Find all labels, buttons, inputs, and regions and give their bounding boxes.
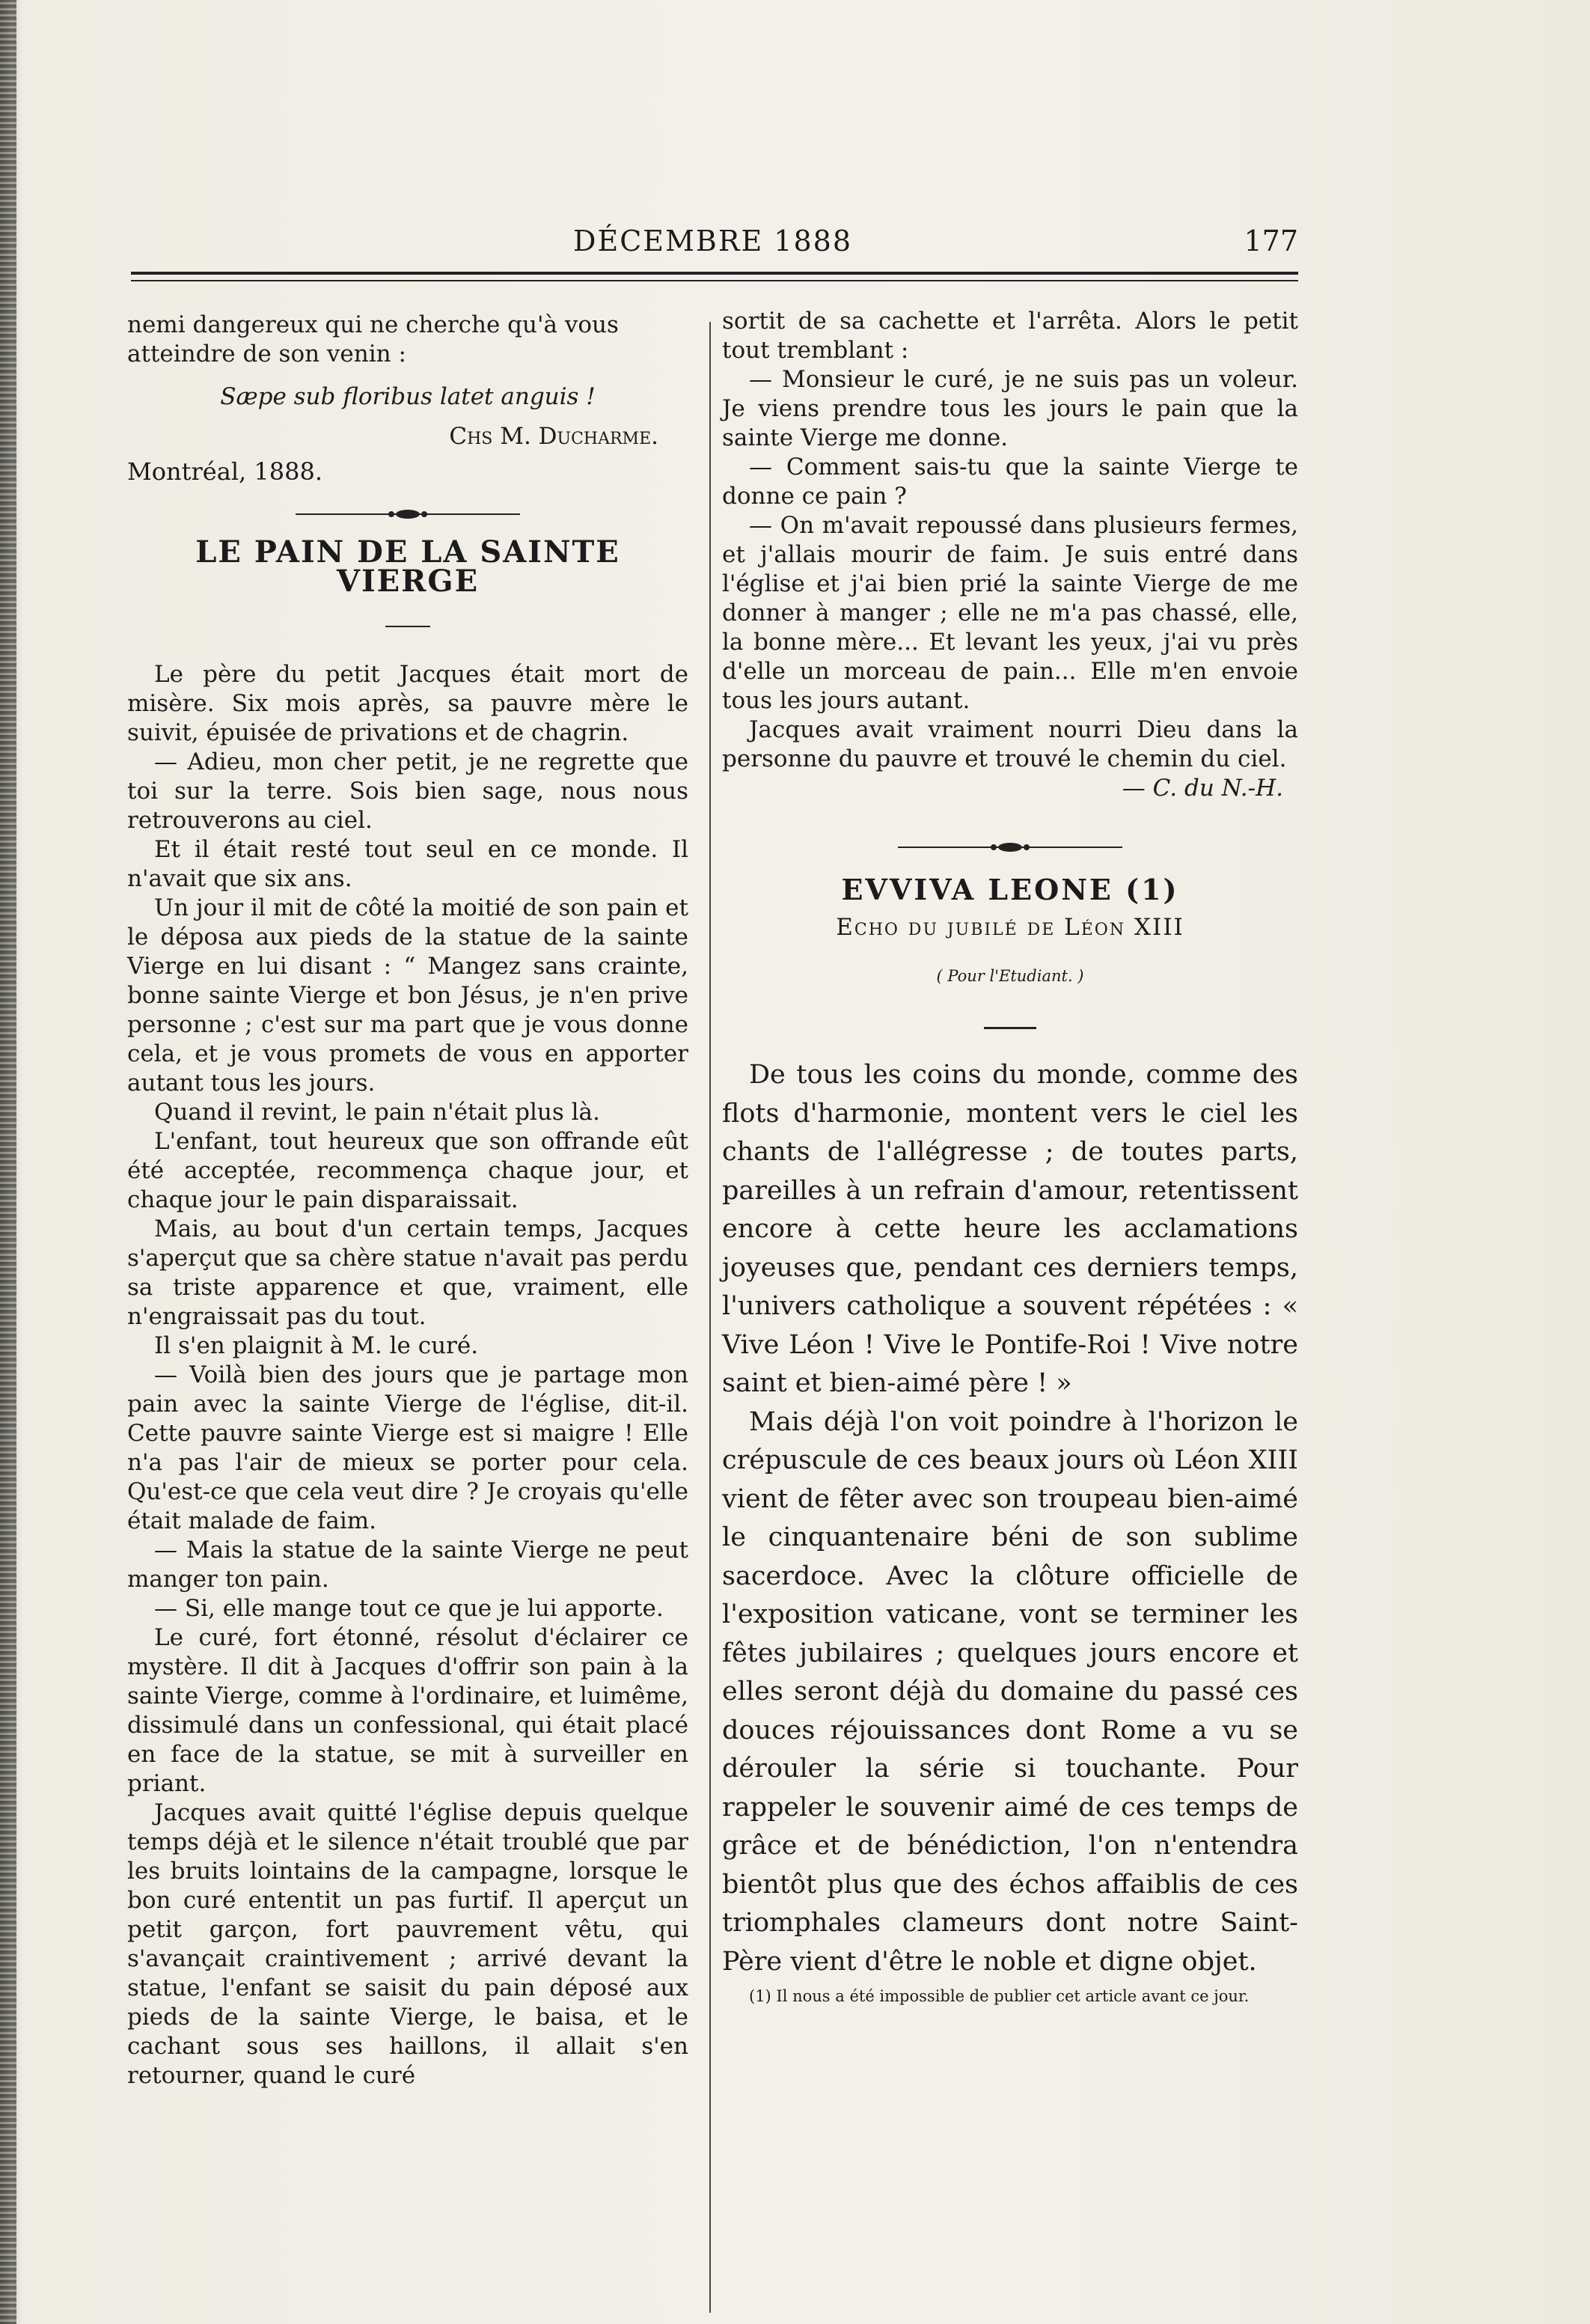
paragraph: — Voilà bien des jours que je partage mon pain avec la sainte Vierge de l'église, dit-il. Cette pauvre sainte Vierge est si maigre ! Elle n'a pas l'air de mieux se porter pour cela. Qu'est-ce que cela veut dire ? Je croyais qu'elle était malade de faim. [127,1361,688,1534]
right-column [722,307,1298,2005]
epigraph: Sæpe sub floribus latet anguis ! [220,383,596,410]
article-title: LE PAIN DE LA SAINTE VIERGE [195,534,620,599]
paragraph: Mais, au bout d'un certain temps, Jacques s'aperçut que sa chère statue n'avait pas perdu sa triste apparence et que, vraiment, elle n'engraissait pas du tout. [127,1216,688,1330]
article-title: EVVIVA LEONE (1) [841,873,1179,906]
paragraph: — Comment sais-tu que la sainte Vierge te donne ce pain ? [722,454,1298,510]
paragraph: Et il était resté tout seul en ce monde. Il n'avait que six ans. [127,836,688,892]
column-divider [709,322,711,2313]
paragraph: — Si, elle mange tout ce que je lui apporte. [154,1595,664,1622]
paragraph: Un jour il mit de côté la moitié de son pain et le déposa aux pieds de la statue de la sainte Vierge en lui disant : “ Mangez sans crainte, bonne sainte Vierge et bon Jésus, je n'en prive personne ; c'est sur ma part que je vous donne cela, et je vous promets de vous en apporter autant tous les jours. [127,894,688,1097]
paragraph: Mais déjà l'on voit poindre à l'horizon le crépuscule de ces beaux jours où Léon XIII vient de fêter avec son troupeau bien-aimé le cinquantenaire béni de son sublime sacerdoce. Avec la clôture officielle de l'exposition vaticane, vont se terminer les fêtes jubilaires ; quelques jours encore et elles seront déjà du domaine du passé ces douces réjouissances dont Rome a vu se dérouler la série si touchante. Pour rappeler le souvenir aimé de ces temps de grâce et de bénédiction, l'on n'entendra bientôt plus que des échos affaiblis de ces triomphales clameurs dont notre Saint-Père vient d'être le noble et digne objet. [722,1406,1298,1977]
running-header [127,225,1298,263]
paragraph: — Mais la statue de la sainte Vierge ne peut manger ton pain. [127,1537,688,1593]
paragraph: — Adieu, mon cher petit, je ne regrette que toi sur la terre. Sois bien sage, nous nous retrouverons au ciel. [127,748,688,834]
intro-line: nemi dangereux qui ne cherche qu'à vous [127,311,619,338]
article-signature: — C. du N.-H. [1122,775,1283,802]
paragraph: sortit de sa cachette et l'arrêta. Alors le petit tout tremblant : [722,308,1298,364]
paragraph: De tous les coins du monde, comme des flots d'harmonie, montent vers le ciel les chants de l'allégresse ; de toutes parts, pareilles à un refrain d'amour, retentissent encore à cette heure les acclamations joyeuses que, pendant ces derniers temps, l'univers catholique a souvent répétées : « Vive Léon ! Vive le Pontife-Roi ! Vive notre saint et bien-aimé père ! » [722,1060,1298,1398]
title-rule [984,1027,1036,1029]
paragraph: L'enfant, tout heureux que son offrande eût été acceptée, recommença chaque jour, et chaque jour le pain disparaissait. [127,1128,688,1213]
dedication-note: ( Pour l'Etudiant. ) [936,967,1084,985]
place-date: Montréal, 1888. [127,457,322,486]
header-rule [131,272,1298,281]
paragraph: Quand il revint, le pain n'était plus là. [154,1099,600,1126]
header-title: DÉCEMBRE 1888 [573,225,852,257]
left-column [127,311,688,2090]
title-rule [385,626,430,627]
paragraph: Le curé, fort étonné, résolut d'éclairer ce mystère. Il dit à Jacques d'offrir son pain à la sainte Vierge, comme à l'ordinaire, et luimême, dissimulé dans un confessional, qui était placé en face de la statue, se mit à surveiller en priant. [127,1624,688,1797]
paragraph: — On m'avait repoussé dans plusieurs fermes, et j'allais mourir de faim. Je suis entré dans l'église et j'ai bien prié la sainte Vierge de me donner à manger ; elle ne m'a pas chassé, elle, la bonne mère... Et levant les yeux, j'ai vu près d'elle un morceau de pain... Elle m'en envoie tous les jours autant. [722,512,1298,714]
scan-binding-edge [0,0,16,2324]
intro-line: atteindre de son venin : [127,341,406,367]
ornament-divider [281,506,535,522]
paragraph: Il s'en plaignit à M. le curé. [154,1332,479,1359]
paragraph: Jacques avait quitté l'église depuis quelque temps déjà et le silence n'était troublé que par les bruits lointains de la campagne, lorsque le bon curé ententit un pas furtif. Il aperçut un petit garçon, fort pauvrement vêtu, qui s'avançait craintivement ; arrivé devant la statue, l'enfant se saisit du pain déposé aux pieds de la sainte Vierge, le baisa, et le cachant sous ses haillons, il allait s'en retourner, quand le curé [127,1799,688,2089]
article-subtitle: Echo du jubilé de Léon XIII [836,914,1184,941]
ornament-divider [883,839,1137,856]
footnote: (1) Il nous a été impossible de publier cet article avant ce jour. [749,1987,1250,2005]
paragraph: — Monsieur le curé, je ne suis pas un voleur. Je viens prendre tous les jours le pain que la sainte Vierge me donne. [722,366,1298,451]
poem-author: Chs M. Ducharme. [449,423,658,450]
paragraph: Le père du petit Jacques était mort de misère. Six mois après, sa pauvre mère le suivit, épuisée de privations et de chagrin. [127,661,688,746]
paragraph: Jacques avait vraiment nourri Dieu dans la personne du pauvre et trouvé le chemin du ciel. [722,716,1298,772]
page-number: 177 [1244,225,1298,257]
